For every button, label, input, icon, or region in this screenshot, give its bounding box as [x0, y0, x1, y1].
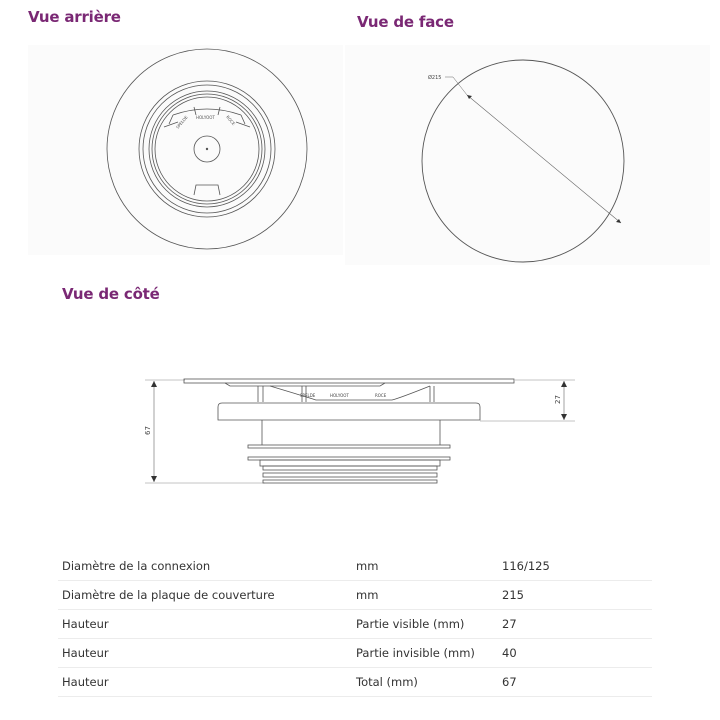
side-view-drawing	[130, 360, 590, 490]
table-row	[58, 552, 652, 581]
spec-unit: mm	[352, 552, 498, 581]
rear-label-2: HOLYOOT	[196, 115, 215, 120]
spec-name: Hauteur	[58, 668, 352, 697]
spec-unit: Partie invisible (mm)	[352, 639, 498, 668]
spec-unit: mm	[352, 581, 498, 610]
spec-name: Hauteur	[58, 639, 352, 668]
side-label-3: ROCE	[375, 393, 387, 398]
side-view-title: Vue de côté	[62, 285, 160, 303]
table-row	[58, 639, 652, 668]
spec-value: 27	[498, 610, 652, 639]
spec-unit: Partie visible (mm)	[352, 610, 498, 639]
front-view-drawing	[345, 45, 710, 265]
spec-name: Diamètre de la plaque de couverture	[58, 581, 352, 610]
spec-unit: Total (mm)	[352, 668, 498, 697]
visible-height-label: 27	[554, 395, 562, 404]
spec-value: 67	[498, 668, 652, 697]
rear-view-title: Vue arrière	[28, 8, 121, 26]
rear-label-1: SPELDE	[174, 114, 189, 130]
spec-value: 116/125	[498, 552, 652, 581]
spec-value: 40	[498, 639, 652, 668]
spec-value: 215	[498, 581, 652, 610]
front-view-title: Vue de face	[357, 13, 454, 31]
table-row	[58, 581, 652, 610]
total-height-label: 67	[144, 426, 152, 435]
table-row	[58, 610, 652, 639]
spec-table	[58, 552, 652, 697]
spec-name: Diamètre de la connexion	[58, 552, 352, 581]
table-row	[58, 668, 652, 697]
spec-name: Hauteur	[58, 610, 352, 639]
rear-label-3: ROCE	[225, 114, 237, 127]
diameter-label: Ø215	[428, 75, 442, 81]
side-label-2: HOLYOOT	[330, 393, 349, 398]
rear-view-drawing	[28, 45, 343, 255]
side-label-1: SPELDE	[300, 393, 316, 398]
